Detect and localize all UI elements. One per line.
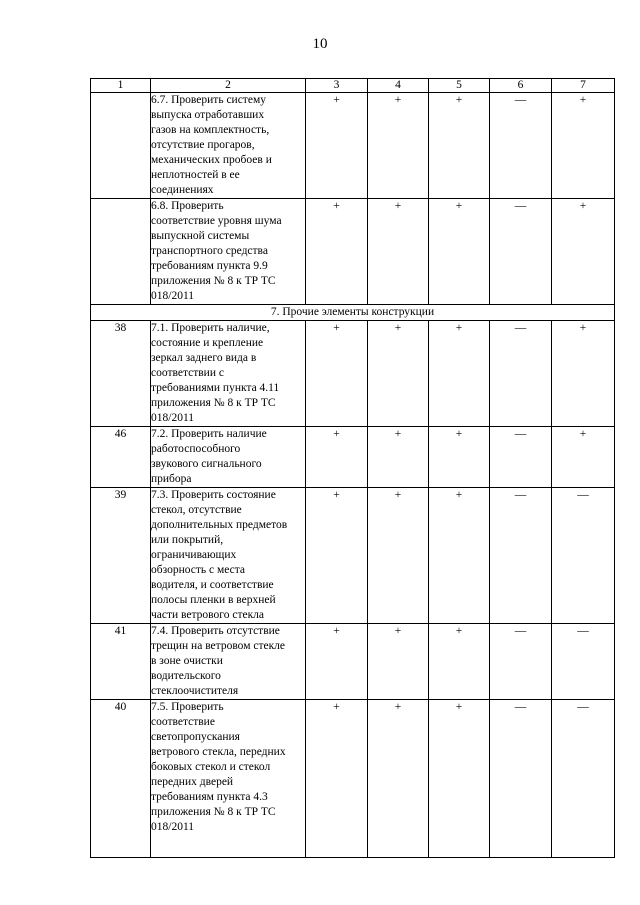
description-line: механических пробоев и bbox=[151, 154, 272, 166]
mark-col-4: + bbox=[368, 199, 429, 305]
mark-col-4: + bbox=[368, 427, 429, 488]
description-line: соединениях bbox=[151, 184, 214, 196]
description-line: соответствие bbox=[151, 716, 215, 728]
description-line: дополнительных предметов bbox=[151, 519, 288, 531]
check-description bbox=[151, 93, 306, 199]
mark-col-7: + bbox=[552, 199, 615, 305]
description-line: ограничивающих bbox=[151, 549, 237, 561]
description-line: водительского bbox=[151, 670, 221, 682]
mark-col-7: + bbox=[552, 427, 615, 488]
mark-col-6: — bbox=[490, 93, 552, 199]
mark-col-3: + bbox=[306, 488, 368, 624]
column-header: 6 bbox=[490, 79, 552, 93]
description-line: трещин на ветровом стекле bbox=[151, 640, 286, 652]
row-number: 41 bbox=[91, 624, 151, 700]
mark-col-3: + bbox=[306, 624, 368, 700]
table-row bbox=[91, 488, 615, 624]
page-number: 10 bbox=[312, 36, 328, 52]
description-line: приложения № 8 к ТР ТС bbox=[151, 275, 276, 287]
mark-col-7: — bbox=[552, 700, 615, 858]
column-header: 1 bbox=[91, 79, 151, 93]
section-row bbox=[91, 305, 615, 321]
description-line: боковых стекол и стекол bbox=[151, 761, 271, 773]
description-line: зеркал заднего вида в bbox=[151, 352, 257, 364]
mark-col-5: + bbox=[429, 700, 490, 858]
description-line: передних дверей bbox=[151, 776, 234, 788]
mark-col-3: + bbox=[306, 93, 368, 199]
description-line: 6.8. Проверить bbox=[151, 200, 224, 212]
description-line: 7.3. Проверить состояние bbox=[151, 489, 276, 501]
description-line: приложения № 8 к ТР ТС bbox=[151, 397, 276, 409]
mark-col-4: + bbox=[368, 700, 429, 858]
description-line: звукового сигнального bbox=[151, 458, 262, 470]
description-line: газов на комплектность, bbox=[151, 124, 270, 136]
description-line: стекол, отсутствие bbox=[151, 504, 242, 516]
table-row bbox=[91, 199, 615, 305]
description-line: ветрового стекла, передних bbox=[151, 746, 286, 758]
description-line: или покрытий, bbox=[151, 534, 224, 546]
check-description bbox=[151, 624, 306, 700]
mark-col-4: + bbox=[368, 488, 429, 624]
mark-col-7: + bbox=[552, 93, 615, 199]
table-row bbox=[91, 700, 615, 858]
description-line: отсутствие прогаров, bbox=[151, 139, 255, 151]
mark-col-6: — bbox=[490, 624, 552, 700]
description-line: стеклоочистителя bbox=[151, 685, 239, 697]
table-row bbox=[91, 624, 615, 700]
mark-col-5: + bbox=[429, 427, 490, 488]
row-number: 40 bbox=[91, 700, 151, 858]
mark-col-3: + bbox=[306, 199, 368, 305]
mark-col-7: — bbox=[552, 624, 615, 700]
section-title: 7. Прочие элементы конструкции bbox=[91, 305, 615, 321]
description-line: 018/2011 bbox=[151, 821, 195, 833]
mark-col-6: — bbox=[490, 700, 552, 858]
table-row bbox=[91, 93, 615, 199]
description-line: 7.4. Проверить отсутствие bbox=[151, 625, 280, 637]
description-line: соответствие уровня шума bbox=[151, 215, 282, 227]
mark-col-6: — bbox=[490, 321, 552, 427]
mark-col-4: + bbox=[368, 624, 429, 700]
mark-col-5: + bbox=[429, 321, 490, 427]
row-number bbox=[91, 93, 151, 199]
description-line: водителя, и соответствие bbox=[151, 579, 274, 591]
row-number bbox=[91, 199, 151, 305]
header-row bbox=[91, 79, 615, 93]
description-line: требованиями пункта 4.11 bbox=[151, 382, 280, 394]
description-line: приложения № 8 к ТР ТС bbox=[151, 806, 276, 818]
check-description bbox=[151, 321, 306, 427]
description-line: состояние и крепление bbox=[151, 337, 264, 349]
mark-col-4: + bbox=[368, 321, 429, 427]
description-line: выпуска отработавших bbox=[151, 109, 265, 121]
description-line: светопропускания bbox=[151, 731, 240, 743]
description-line: 7.5. Проверить bbox=[151, 701, 224, 713]
description-line: 018/2011 bbox=[151, 412, 195, 424]
description-line: неплотностей в ее bbox=[151, 169, 240, 181]
check-description bbox=[151, 700, 306, 858]
column-header: 2 bbox=[151, 79, 306, 93]
description-line: требованиям пункта 9.9 bbox=[151, 260, 268, 272]
mark-col-5: + bbox=[429, 199, 490, 305]
description-line: обзорность с места bbox=[151, 564, 246, 576]
mark-col-5: + bbox=[429, 488, 490, 624]
column-header: 7 bbox=[552, 79, 615, 93]
description-line: работоспособного bbox=[151, 443, 241, 455]
description-line: прибора bbox=[151, 473, 192, 485]
description-line: требованиям пункта 4.3 bbox=[151, 791, 268, 803]
mark-col-5: + bbox=[429, 624, 490, 700]
description-line: полосы пленки в верхней bbox=[151, 594, 276, 606]
description-line: 018/2011 bbox=[151, 290, 195, 302]
column-header: 5 bbox=[429, 79, 490, 93]
mark-col-6: — bbox=[490, 488, 552, 624]
mark-col-7: + bbox=[552, 321, 615, 427]
description-line: соответствии с bbox=[151, 367, 224, 379]
description-line: выпускной системы bbox=[151, 230, 250, 242]
mark-col-6: — bbox=[490, 199, 552, 305]
column-header: 3 bbox=[306, 79, 368, 93]
row-number: 39 bbox=[91, 488, 151, 624]
table-row bbox=[91, 427, 615, 488]
description-line: 7.2. Проверить наличие bbox=[151, 428, 267, 440]
column-header: 4 bbox=[368, 79, 429, 93]
row-number: 38 bbox=[91, 321, 151, 427]
table-row bbox=[91, 321, 615, 427]
mark-col-5: + bbox=[429, 93, 490, 199]
description-line: транспортного средства bbox=[151, 245, 268, 257]
description-line: 7.1. Проверить наличие, bbox=[151, 322, 270, 334]
mark-col-3: + bbox=[306, 427, 368, 488]
description-line: части ветрового стекла bbox=[151, 609, 265, 621]
mark-col-6: — bbox=[490, 427, 552, 488]
inspection-table bbox=[90, 78, 615, 858]
check-description bbox=[151, 427, 306, 488]
check-description bbox=[151, 199, 306, 305]
mark-col-3: + bbox=[306, 700, 368, 858]
mark-col-4: + bbox=[368, 93, 429, 199]
mark-col-3: + bbox=[306, 321, 368, 427]
check-description bbox=[151, 488, 306, 624]
description-line: в зоне очистки bbox=[151, 655, 223, 667]
description-line: 6.7. Проверить систему bbox=[151, 94, 266, 106]
row-number: 46 bbox=[91, 427, 151, 488]
mark-col-7: — bbox=[552, 488, 615, 624]
